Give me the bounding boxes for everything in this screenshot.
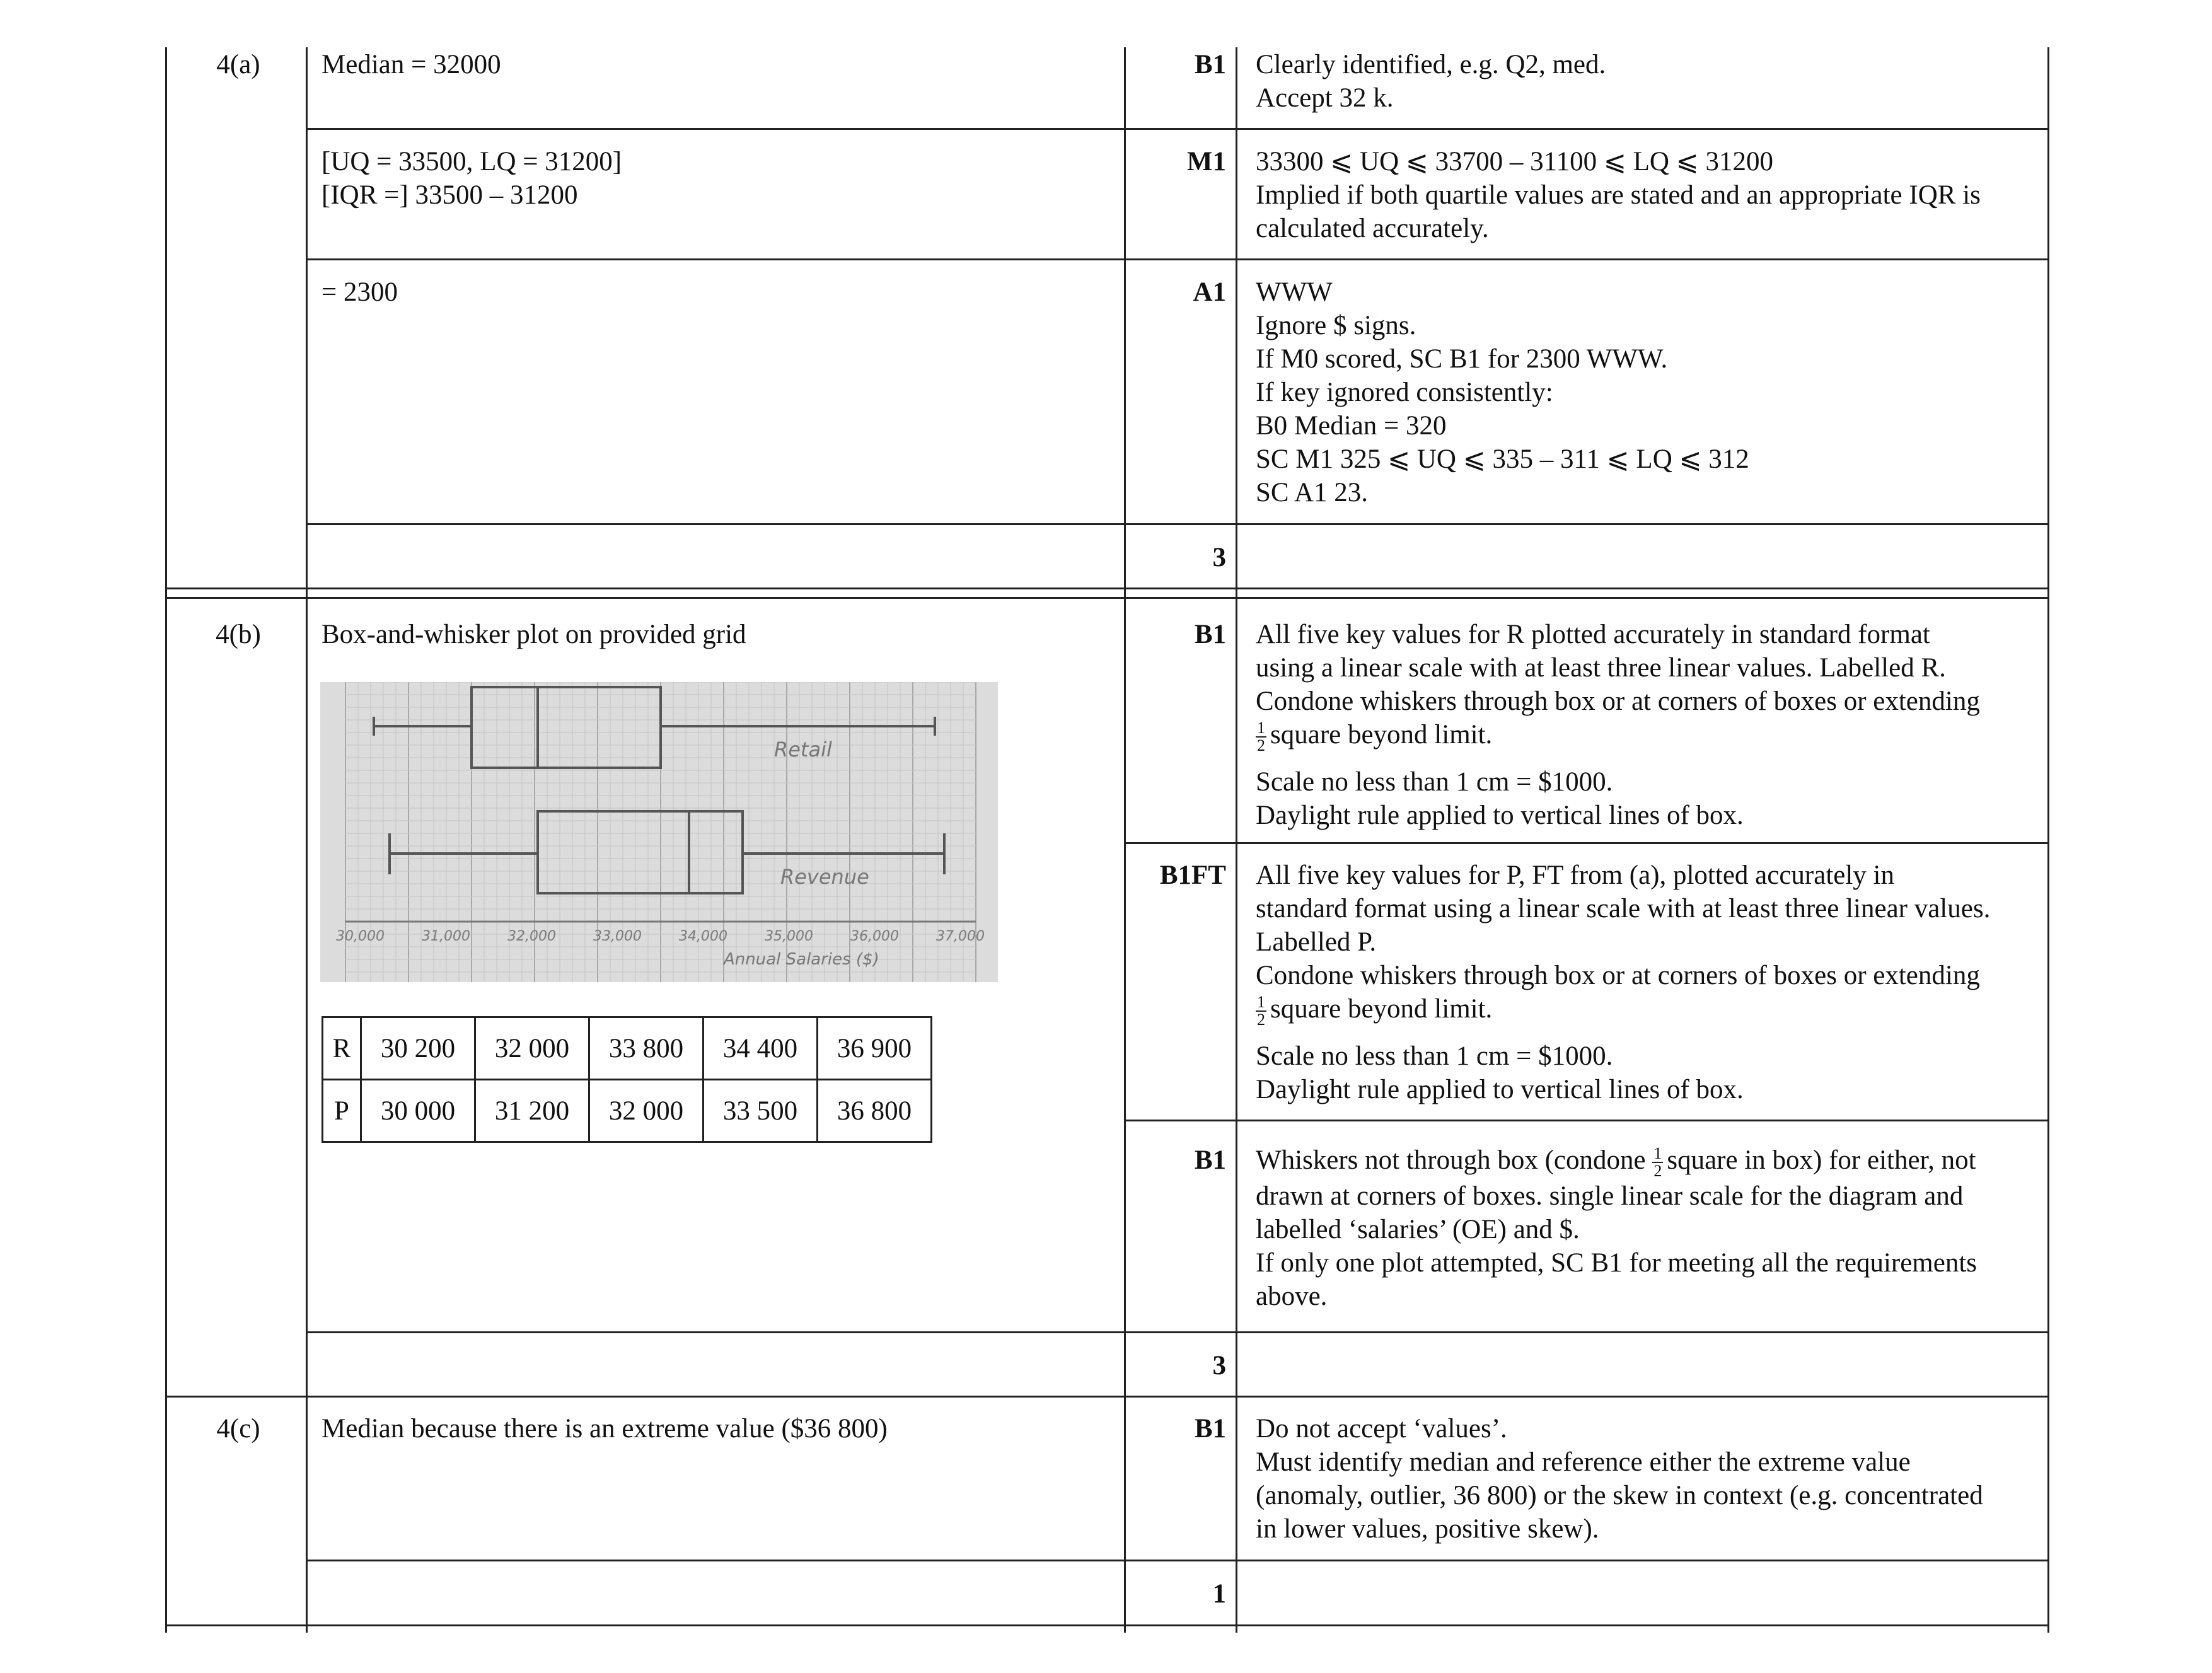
answer-line: [UQ = 33500, LQ = 31200] — [321, 147, 622, 177]
note-line: All five key values for P, FT from (a), plotted accurately in — [1256, 860, 1894, 890]
note-line: Labelled P. — [1256, 927, 1377, 957]
note-line: If M0 scored, SC B1 for 2300 WWW. — [1256, 344, 1668, 374]
half-fraction: $\frac{1}{2}$ — [1257, 719, 1265, 755]
answer-iqr — [321, 275, 1116, 309]
axis-tick-label: 37,000 — [936, 929, 985, 944]
upper-box-plot — [374, 687, 935, 768]
note-line: Implied if both quartile values are stated and an appropriate IQR is — [1256, 180, 1981, 210]
half-fraction: $\frac{1}{2}$ — [1257, 993, 1265, 1029]
mark-code: B1 — [1194, 620, 1226, 649]
note-text: square in box) for either, not — [1667, 1145, 1976, 1175]
section-total: 1 — [1212, 1579, 1226, 1609]
note-line: Scale no less than 1 cm = $1000. — [1256, 1041, 1613, 1072]
axis-tick-label: 31,000 — [422, 929, 470, 944]
section-total: 3 — [1212, 543, 1226, 572]
answer-line: = 2300 — [321, 277, 398, 307]
row-divider — [306, 1560, 2049, 1561]
mark-code: A1 — [1193, 277, 1226, 307]
mark-code: M1 — [1186, 147, 1226, 177]
row-label: R — [323, 1017, 361, 1080]
note-line: SC M1 325 ⩽ UQ ⩽ 335 – 311 ⩽ LQ ⩽ 312 — [1256, 444, 1749, 474]
box-plot-sketch-svg — [320, 682, 998, 982]
question-number: 4(c) — [216, 1414, 260, 1444]
table-cell: 36 900 — [818, 1017, 932, 1080]
axis-tick-label: 36,000 — [850, 929, 899, 944]
row-divider — [1124, 1120, 2049, 1121]
note-line: Must identify median and reference either the extreme value — [1256, 1447, 1911, 1477]
section-divider — [165, 1396, 2049, 1398]
guidance-notes — [1256, 1412, 2053, 1546]
table-row — [323, 1080, 932, 1142]
table-cell: 31 200 — [475, 1080, 589, 1142]
row-divider — [1124, 842, 2049, 844]
table-cell: 32 000 — [475, 1017, 589, 1080]
mark-code: B1 — [1194, 1145, 1226, 1175]
mark-code: B1 — [1194, 1414, 1226, 1444]
note-line: Daylight rule applied to vertical lines of box. — [1256, 1075, 1744, 1105]
answer-median — [321, 48, 1116, 81]
note-line: Condone whiskers through box or at corners of boxes or extending — [1256, 686, 1980, 716]
lower-plot-label: Revenue — [780, 865, 869, 889]
note-line: drawn at corners of boxes. single linear scale for the diagram and — [1256, 1181, 1964, 1212]
half-fraction: $\frac{1}{2}$ — [1653, 1144, 1662, 1181]
note-text: Whiskers not through box (condone — [1256, 1145, 1646, 1175]
answer-line: Median = 32000 — [321, 50, 501, 79]
axis-tick-label: 32,000 — [507, 929, 556, 944]
note-line: All five key values for R plotted accurately in standard format — [1256, 620, 1930, 649]
guidance-notes — [1256, 1143, 2053, 1313]
answer-text: Box-and-whisker plot on provided grid — [321, 620, 746, 649]
table-cell: 33 500 — [704, 1080, 818, 1142]
note-line: Clearly identified, e.g. Q2, med. — [1256, 50, 1606, 79]
note-line — [1256, 992, 2053, 1028]
row-label: P — [323, 1080, 361, 1142]
note-line: Accept 32 k. — [1256, 83, 1394, 113]
note-line — [1256, 1143, 2053, 1179]
note-line: Condone whiskers through box or at corners of boxes or extending — [1256, 961, 1980, 990]
axis-title: Annual Salaries ($) — [724, 950, 879, 969]
key-values-table — [321, 1016, 932, 1143]
note-line — [1256, 718, 2053, 754]
box-plot-sketch — [320, 682, 998, 982]
note-line: If only one plot attempted, SC B1 for meeting all the requirements — [1256, 1248, 1977, 1278]
question-number: 4(b) — [216, 620, 261, 649]
guidance-notes — [1256, 48, 2053, 115]
answer-text: Median because there is an extreme value ($36 800) — [321, 1414, 888, 1444]
note-line: 33300 ⩽ UQ ⩽ 33700 – 31100 ⩽ LQ ⩽ 31200 — [1256, 147, 1773, 177]
row-divider — [306, 523, 2049, 525]
section-divider — [165, 588, 2049, 589]
note-text: square beyond limit. — [1270, 994, 1493, 1024]
note-line: Ignore $ signs. — [1256, 311, 1416, 340]
upper-plot-label: Retail — [774, 738, 832, 761]
bottom-border — [165, 1624, 2049, 1626]
guidance-notes — [1256, 275, 2053, 509]
note-line: Scale no less than 1 cm = $1000. — [1256, 767, 1613, 797]
note-line: Do not accept ‘values’. — [1256, 1414, 1507, 1444]
guidance-notes — [1256, 618, 2053, 832]
note-line: above. — [1256, 1282, 1328, 1312]
note-line: WWW — [1256, 277, 1333, 307]
mark-code: B1FT — [1159, 860, 1226, 890]
note-line: labelled ‘salaries’ (OE) and $. — [1256, 1215, 1580, 1245]
box — [538, 811, 743, 893]
mark-code: B1 — [1194, 50, 1226, 79]
answer-line: [IQR =] 33500 – 31200 — [321, 180, 578, 210]
note-text: square beyond limit. — [1270, 720, 1493, 750]
row-divider — [306, 258, 2049, 260]
section-total: 3 — [1212, 1351, 1226, 1381]
axis-tick-label: 34,000 — [679, 929, 727, 944]
note-line: in lower values, positive skew). — [1256, 1514, 1599, 1544]
axis-tick-label: 35,000 — [765, 929, 813, 944]
table-cell: 32 000 — [589, 1080, 704, 1142]
guidance-notes — [1256, 859, 2053, 1106]
axis-tick-label: 33,000 — [593, 929, 642, 944]
row-divider — [306, 128, 2049, 130]
note-line: calculated accurately. — [1256, 214, 1489, 243]
table-cell: 30 200 — [361, 1017, 475, 1080]
guidance-notes — [1256, 145, 2053, 245]
table-cell: 36 800 — [818, 1080, 932, 1142]
question-number: 4(a) — [216, 50, 260, 79]
left-border — [165, 47, 167, 1633]
note-line: standard format using a linear scale with at least three linear values. — [1256, 894, 1991, 923]
box — [472, 687, 661, 768]
notes-column-border — [1236, 47, 1237, 1633]
table-cell: 30 000 — [361, 1080, 475, 1142]
note-line: Daylight rule applied to vertical lines of box. — [1256, 801, 1744, 831]
table-row — [323, 1017, 932, 1080]
axis-tick-label: 30,000 — [336, 929, 385, 944]
note-line: (anomaly, outlier, 36 800) or the skew in context (e.g. concentrated — [1256, 1481, 1983, 1510]
note-line: using a linear scale with at least three linear values. Labelled R. — [1256, 653, 1946, 683]
table-cell: 34 400 — [704, 1017, 818, 1080]
note-line: If key ignored consistently: — [1256, 378, 1553, 407]
section-divider — [165, 597, 2049, 599]
answer-column-border — [306, 47, 308, 1633]
answer-quartiles — [321, 145, 1116, 212]
note-line: SC A1 23. — [1256, 478, 1369, 507]
note-line: B0 Median = 320 — [1256, 411, 1447, 441]
table-cell: 33 800 — [589, 1017, 704, 1080]
row-divider — [306, 1331, 2049, 1333]
